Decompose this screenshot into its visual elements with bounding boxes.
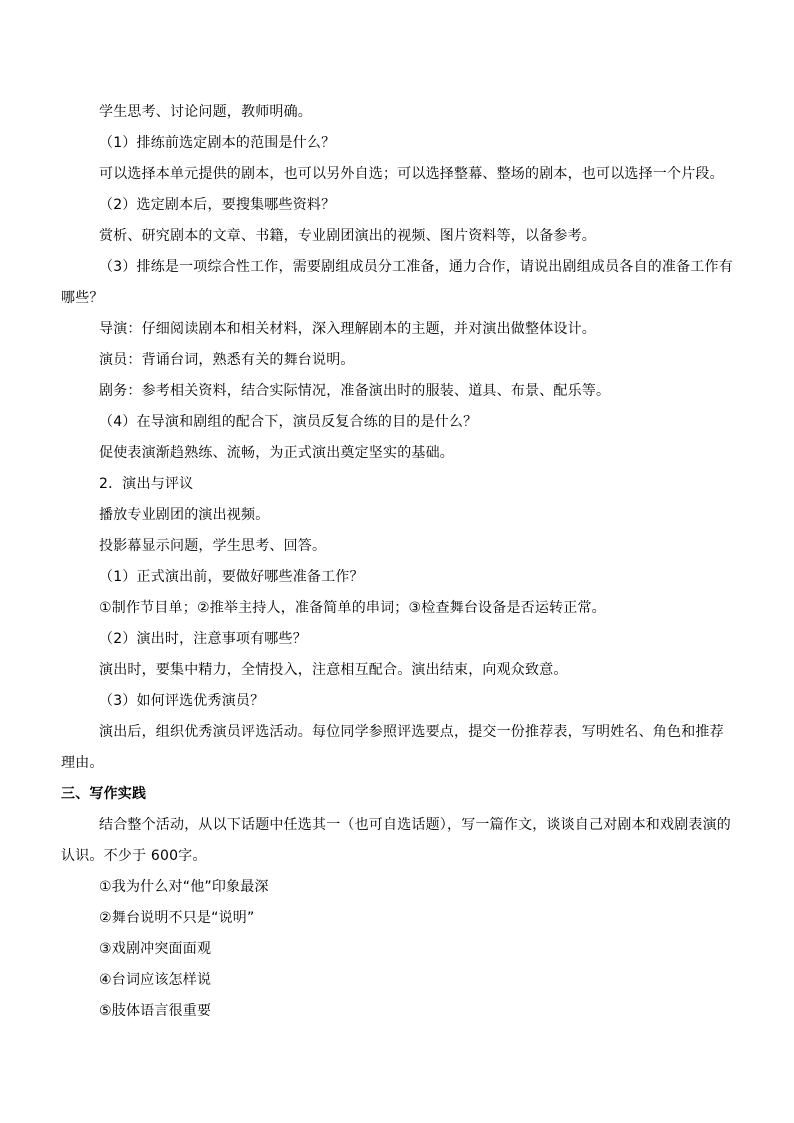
answer-2-materials: 赏析、研究剧本的文章、书籍，专业剧团演出的视频、图片资料等，以备参考。 [99, 228, 596, 244]
question-3-prep-line2: 哪些？ [61, 290, 104, 306]
question-2-materials: （2）选定剧本后，要搜集哪些资料？ [99, 197, 336, 213]
section-3-heading: 三、写作实践 [61, 786, 147, 802]
question-1-scope: （1）排练前选定剧本的范围是什么？ [99, 135, 336, 151]
paragraph-projection: 投影幕显示问题，学生思考、回答。 [99, 538, 327, 554]
answer-perf-1: ①制作节目单；②推举主持人，准备简单的串词；③检查舞台设备是否运转正常。 [99, 600, 606, 616]
paragraph-play-video: 播放专业剧团的演出视频。 [99, 507, 270, 523]
question-perf-1: （1）正式演出前，要做好哪些准备工作？ [99, 569, 364, 585]
topic-4: ④台词应该怎样说 [99, 972, 212, 988]
writing-prompt-line2: 认识。不少于 600字。 [61, 848, 207, 864]
question-3-prep-line1: （3）排练是一项综合性工作，需要剧组成员分工准备，通力合作，请说出剧组成员各自的准备工作有 [99, 259, 733, 275]
answer-perf-3-line1: 演出后，组织优秀演员评选活动。每位同学参照评选要点，提交一份推荐表，写明姓名、角色和推荐 [99, 724, 724, 740]
answer-4-rehearsal: 促使表演渐趋熟练、流畅，为正式演出奠定坚实的基础。 [99, 445, 454, 461]
answer-1-scope: 可以选择本单元提供的剧本，也可以另外自选；可以选择整幕、整场的剧本，也可以选择一个片段。 [99, 166, 724, 182]
answer-3-director: 导演：仔细阅读剧本和相关材料，深入理解剧本的主题，并对演出做整体设计。 [99, 321, 596, 337]
topic-1: ①我为什么对“他”印象最深 [99, 879, 269, 895]
answer-perf-3-line2: 理由。 [61, 755, 104, 771]
question-4-rehearsal: （4）在导演和剧组的配合下，演员反复合练的目的是什么？ [99, 414, 478, 430]
section-2-heading: 2．演出与评议 [99, 476, 194, 492]
question-perf-3: （3）如何评选优秀演员？ [99, 693, 265, 709]
topic-5: ⑤肢体语言很重要 [99, 1003, 212, 1019]
question-perf-2: （2）演出时，注意事项有哪些？ [99, 631, 307, 647]
answer-perf-2: 演出时，要集中精力，全情投入，注意相互配合。演出结束，向观众致意。 [99, 662, 568, 678]
answer-3-crew: 剧务：参考相关资料，结合实际情况，准备演出时的服装、道具、布景、配乐等。 [99, 383, 611, 399]
writing-prompt-line1: 结合整个活动，从以下话题中任选其一（也可自选话题），写一篇作文，谈谈自己对剧本和戏剧表演的 [99, 817, 731, 833]
answer-3-actor: 演员：背诵台词，熟悉有关的舞台说明。 [99, 352, 355, 368]
topic-2: ②舞台说明不只是“说明” [99, 910, 255, 926]
topic-3: ③戏剧冲突面面观 [99, 941, 212, 957]
paragraph-student-discussion: 学生思考、讨论问题，教师明确。 [99, 104, 312, 120]
